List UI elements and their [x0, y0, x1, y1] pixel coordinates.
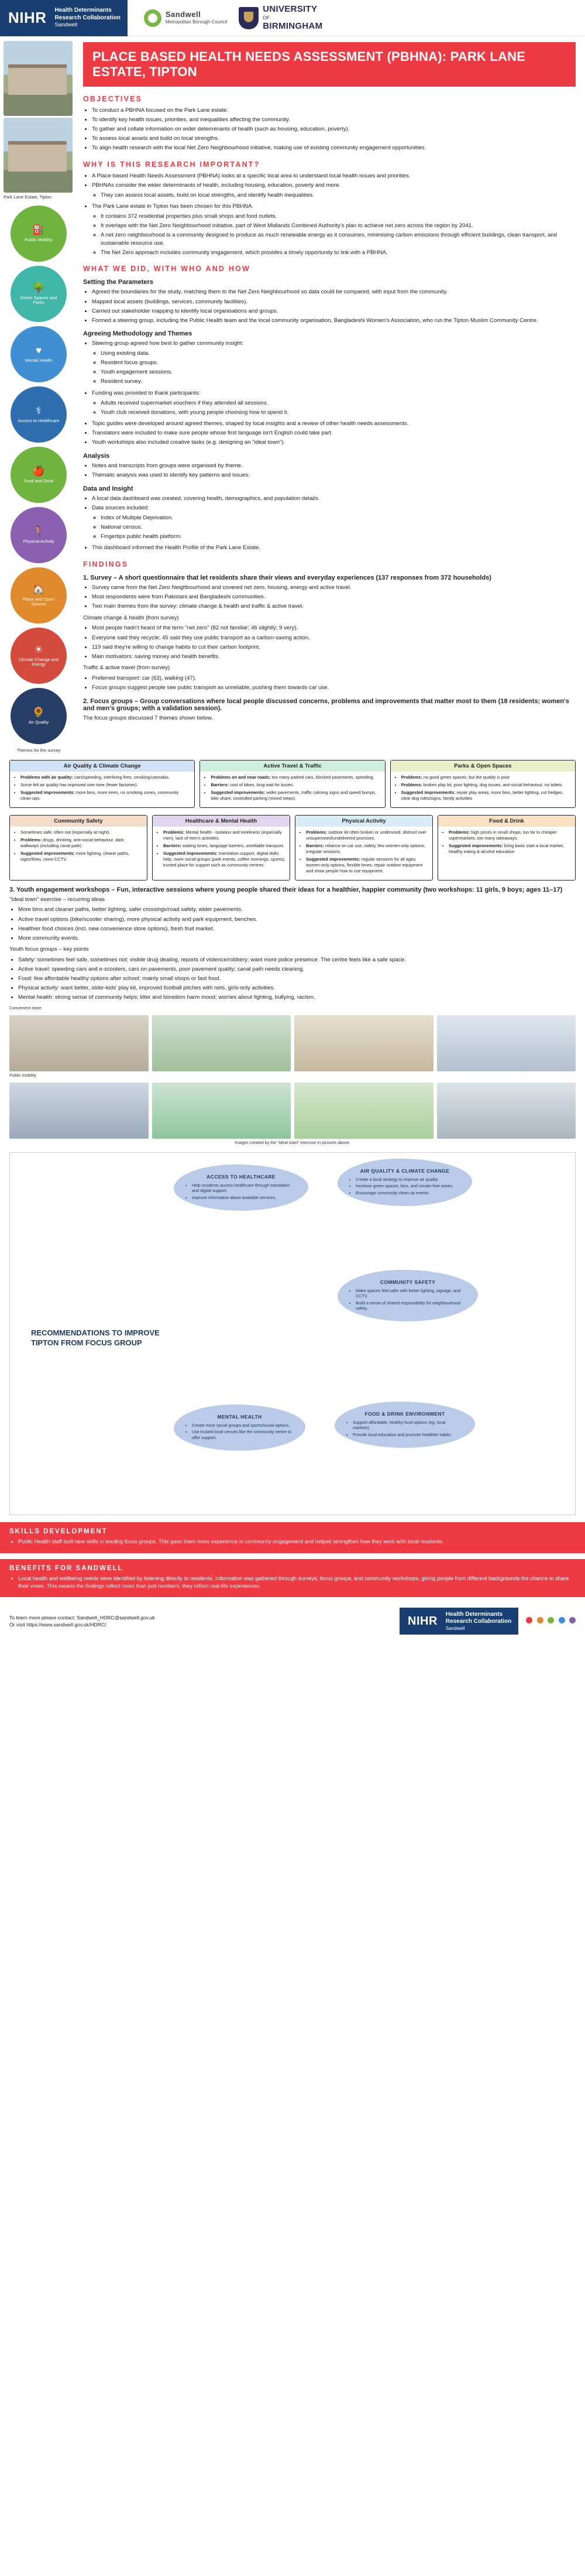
list-item: • Improve information about available services. — [192, 1195, 297, 1200]
card-label: Suggested improvements: — [20, 789, 75, 795]
list-item: • Steering group agreed how best to gather community insight: — [92, 340, 576, 348]
nihr-wordmark: NIHR — [0, 0, 55, 36]
list-item: • Notes and transcripts from groups were organised by theme. — [92, 462, 576, 470]
card-body — [10, 775, 194, 801]
card-label: Problems on and near roads: — [211, 775, 271, 780]
cloud-title: AIR QUALITY & CLIMATE CHANGE — [360, 1168, 450, 1174]
methodology-sublist-1 — [92, 350, 576, 386]
list-item: • Make spaces feel safer with better lighting, signage, and CCTV. — [356, 1288, 466, 1299]
list-item: • Healthier food choices (incl. new convenience store options), fresh fruit market. — [18, 925, 576, 933]
theme-circle-label: Air Quality — [28, 719, 49, 725]
nihr-line-3: Sandwell — [54, 22, 78, 29]
list-item: • Build a sense of shared responsibility for neighbourhood safety. — [356, 1300, 466, 1311]
list-item: ◦ A net zero neighbourhood is a community designed to produce as much renewable energy as it consumes, minimising carbon emissions through efficient buildings, clean transport, and sustainable resource use. — [101, 231, 576, 247]
list-item: ◦ Fingertips public health platform. — [101, 533, 576, 541]
list-item: • Increase green spaces, bins, and smoke-free zones. — [356, 1183, 460, 1188]
analysis-title: Analysis — [83, 453, 110, 460]
card-text: cost of bikes, long wait for buses. — [230, 782, 294, 787]
cloud-list — [349, 1177, 460, 1195]
list-item: • Food: few affordable healthy options after school; mainly small shops or fast food. — [18, 975, 576, 983]
cloud-list — [346, 1420, 463, 1437]
list-item: • Main motivators: saving money and health benefits. — [92, 653, 576, 661]
sandwell-mark-icon — [144, 9, 161, 27]
data-insight-title: Data and Insight — [83, 485, 133, 492]
poster-title-band — [83, 42, 576, 87]
card-title: Physical Activity — [295, 816, 432, 827]
card-text: regular sessions for all ages, women-only options, flexible times, repair outdoor equipment and show people how to use equipment. — [306, 856, 423, 873]
agreeing-methodology-title: Agreeing Methodology and Themes — [83, 330, 192, 338]
card-label: Suggested improvements: — [449, 842, 503, 848]
list-item: • Help residents access healthcare through translation and digital support. — [192, 1183, 297, 1194]
nihr-subtitle — [55, 0, 128, 36]
list-item: ◦ They can assess local assets, build on local strengths, and identify health inequalities. — [101, 191, 576, 200]
analysis-list — [83, 462, 576, 479]
body-wrapper — [0, 36, 585, 753]
theme-cards-row-1 — [9, 760, 576, 808]
footer-nihr-line-1: Health Determinants — [445, 1611, 503, 1618]
list-item: • A Place-based Health Needs Assessment (PBHNA) looks at a specific local area to understand local health issues and priorities. — [92, 172, 576, 180]
card-label: Suggested improvements: — [20, 850, 75, 856]
recommendation-cloud-air-quality — [338, 1159, 472, 1206]
sandwell-logo — [138, 9, 233, 27]
findings-heading: FINDINGS — [83, 560, 129, 568]
why-list — [83, 172, 576, 256]
skills-heading: SKILLS DEVELOPMENT — [9, 1528, 108, 1536]
estate-photo-1 — [4, 41, 73, 116]
list-item — [401, 775, 571, 780]
list-item: • PBHNAs consider the wider determinants of health, including housing, education, poverty and more. — [92, 181, 576, 190]
list-item: • Safety: sometimes feel safe, sometimes not; visible drug dealing, reports of violence/robbery; want more police presence. The centre feels like a safe space. — [18, 956, 576, 964]
list-item: • Active travel options (bike/scooter sharing), more physical activity and park equipment, benches. — [18, 916, 576, 924]
theme-circle-physical-activity — [11, 507, 67, 563]
list-item: • Mapped local assets (buildings, services, community facilities). — [92, 298, 576, 306]
list-item — [211, 790, 380, 801]
list-item: • More community events. — [18, 934, 576, 943]
youth-image-row-1 — [9, 1015, 576, 1071]
list-item: • Topic guides were developed around agreed themes, shaped by local insights and a review of other health needs assessments. — [92, 420, 576, 428]
list-item: • Preferred transport: car (63), walking (47). — [92, 674, 576, 683]
list-item — [20, 830, 143, 835]
list-item: • Carried out stakeholder mapping to identify local organisations and groups. — [92, 307, 576, 316]
card-list — [157, 830, 285, 868]
card-text: Sometimes safe, often not (especially at night). — [20, 829, 111, 835]
benefits-band — [0, 1559, 585, 1598]
public-mobility-icon: ⛽ — [32, 224, 45, 236]
skills-list — [9, 1538, 576, 1546]
list-item: • Most respondents were from Pakistani and Bangladeshi communities. — [92, 593, 576, 601]
cloud-title: MENTAL HEALTH — [217, 1414, 262, 1420]
list-item: ◦ The Net Zero approach includes community engagement, which provides a timely opportunity to link with a PBHNA. — [101, 249, 576, 257]
card-list — [14, 830, 143, 862]
traffic-survey-list — [83, 674, 576, 692]
card-title: Air Quality & Climate Change — [10, 761, 194, 772]
list-item — [20, 837, 143, 849]
recommendation-cloud-mental-health — [174, 1405, 305, 1451]
list-item: • Use trusted local venues like the community centre to offer support. — [192, 1429, 294, 1440]
card-title: Healthcare & Mental Health — [153, 816, 290, 827]
theme-circle-label: Green Spaces and Parks — [20, 294, 57, 306]
list-item: • Support affordable, healthy food options (eg. local markets). — [353, 1420, 463, 1431]
list-item: ◦ Youth engagement sessions. — [101, 368, 576, 376]
walking-icon: 🚶 — [32, 526, 45, 537]
page-header — [0, 0, 585, 36]
page-title: PLACE BASED HEALTH NEEDS ASSESSMENT (PBHNA): PARK LANE ESTATE, TIPTON — [92, 49, 526, 79]
youth-photo-6 — [152, 1083, 291, 1139]
list-item — [449, 830, 571, 841]
card-label: Problems: — [20, 837, 42, 842]
card-label: Problems: — [449, 829, 470, 835]
list-item — [20, 790, 190, 801]
focus-groups-title: 2. Focus groups – Group conversations where local people discussed concerns, problems and improvements that matter most to them (18 residents; women's and men's groups; with a validation session). — [83, 697, 569, 712]
card-text: too many parked cars, blocked pavements, speeding. — [271, 775, 374, 780]
survey-list — [83, 584, 576, 611]
card-label: Suggested improvements: — [401, 789, 456, 795]
cloud-list — [185, 1423, 294, 1440]
survey-title: 1. Survey – A short questionnaire that let residents share their views and everyday experiences (137 responses from 372 households) — [83, 574, 491, 581]
why-sublist-1 — [92, 191, 576, 200]
list-item: • Create more social groups and sports/social options. — [192, 1423, 294, 1428]
leaf-icon: 🌻 — [32, 707, 45, 718]
card-text: repair play areas, more bins, better lighting, cut hedges, clear dog rules/signs, family activities — [401, 789, 563, 801]
card-label: Suggested improvements: — [211, 789, 266, 795]
card-text: no good green spaces, but the quality is poor — [423, 775, 510, 780]
nihr-line-1: Health Determinants — [54, 7, 112, 14]
theme-circle-label: Physical Activity — [23, 538, 54, 544]
list-item: • To identify key health issues, priorities, and inequalities affecting the community. — [92, 116, 576, 124]
card-text: drugs, drinking, anti-social behaviour, dark walkways (including canal path). — [20, 837, 124, 848]
dot-purple-icon — [569, 1617, 576, 1623]
youth-photo-7 — [294, 1083, 433, 1139]
why-heading: WHY IS THIS RESEARCH IMPORTANT? — [83, 160, 260, 169]
list-item: • Formed a steering group, including the Public Health team and the local community organisation, Bangladeshi Women's Association, who run the Tipton Muslim Community Centre. — [92, 317, 576, 325]
left-column — [0, 36, 77, 753]
youth-focus-title: Youth focus groups – key points — [9, 946, 89, 953]
theme-circle-access-healthcare — [11, 386, 67, 443]
contact-email[interactable]: To learn more please contact: Sandwell_HDRC@sandwell.gov.uk — [9, 1615, 155, 1621]
skills-development-band — [0, 1522, 585, 1553]
theme-circle-green-spaces — [11, 266, 67, 322]
theme-circle-label: Place and Open Spaces — [23, 596, 54, 607]
card-body — [200, 775, 384, 801]
card-label: Problems: — [401, 775, 422, 780]
list-item — [163, 851, 285, 868]
theme-card-air-quality — [9, 760, 195, 808]
card-label: Suggested improvements: — [306, 856, 360, 862]
cloud-title: COMMUNITY SAFETY — [380, 1279, 436, 1286]
themes-caption: Themes for the survey — [16, 748, 61, 753]
sandwell-subtitle: Metropolitan Borough Council — [165, 19, 228, 25]
list-item: • More bins and cleaner paths, better lighting, safer crossings/road safety, wider pavements. — [18, 906, 576, 914]
sandwell-name: Sandwell — [165, 10, 201, 19]
card-title: Community Safety — [10, 816, 147, 827]
climate-survey-title: Climate change & health (from survey) — [83, 614, 179, 621]
list-item: ◦ Youth club received donations, with young people choosing how to spend it. — [101, 409, 576, 417]
list-item: • The Park Lane estate in Tipton has been chosen for this PBHNA. — [92, 203, 576, 211]
list-item: ◦ It overlaps with the Net Zero Neighbourhood initiative, part of West Midlands Combined Authority's plan to achieve net zero across the region by 2041. — [101, 222, 576, 230]
what-we-did-heading: WHAT WE DID, WITH WHO AND HOW — [83, 265, 250, 273]
list-item: • Most people hadn't heard of the term "net zero" (82 not familiar; 46 slightly; 9 very). — [92, 624, 576, 632]
benefits-list — [9, 1575, 576, 1590]
convenience-store-caption: Convenient store — [9, 1005, 42, 1011]
list-item: • Data sources included: — [92, 504, 576, 512]
theme-card-physical-activity — [295, 815, 433, 881]
list-item: ◦ It contains 372 residential properties plus small shops and food outlets. — [101, 213, 576, 221]
recommendation-cloud-community-safety — [338, 1270, 478, 1321]
estate-photo-2 — [4, 118, 73, 193]
card-text: more bins, more trees, no smoking zones, community clean-ups. — [20, 789, 179, 801]
theme-circle-label: Mental Health — [25, 357, 53, 363]
card-list — [204, 775, 380, 801]
card-label: Barriers: — [163, 842, 181, 848]
setting-parameters-list — [83, 288, 576, 324]
list-item: • Survey came from the Net Zero Neighbourhood and covered net zero, housing, energy and active travel. — [92, 584, 576, 592]
list-item: • Active travel: speeding cars and e-scooters, cars on pavements, poor pavement quality; canal path needs cleaning. — [18, 965, 576, 974]
card-label: Barriers: — [306, 842, 324, 848]
card-text: more lighting, clearer paths, signs/fines, more CCTV. — [20, 850, 130, 862]
objectives-heading: OBJECTIVES — [83, 94, 143, 103]
list-item — [20, 851, 143, 862]
card-text: Some felt air quality has improved over time (fewer factories). — [20, 782, 138, 787]
card-text: wider pavements, traffic calming signs and speed bumps, bike share, controlled parking (mixed views). — [211, 789, 376, 801]
card-list — [442, 830, 571, 855]
public-mobility-caption: Public mobility — [9, 1073, 36, 1078]
recommendation-cloud-access-healthcare — [174, 1164, 308, 1211]
footer-dot-row — [524, 1616, 576, 1626]
images-caption: Images created by the "ideal town" exercise in pictures above. — [235, 1140, 350, 1146]
card-label: Problems: — [401, 782, 422, 787]
sandwell-text — [166, 11, 227, 25]
dot-orange-icon — [537, 1617, 543, 1623]
card-body — [10, 830, 147, 862]
list-item — [211, 782, 380, 788]
university-line-3: BIRMINGHAM — [263, 20, 323, 31]
cloud-list — [185, 1183, 297, 1200]
list-item: • Create a local strategy to improve air quality. — [356, 1177, 460, 1182]
card-list — [300, 830, 428, 874]
list-item: • Two main themes from the survey: climate change & health and traffic & active travel. — [92, 602, 576, 611]
university-logo — [233, 4, 328, 31]
university-crest-icon — [239, 7, 259, 29]
footer-nihr-logo — [400, 1603, 518, 1639]
cloud-list — [349, 1288, 466, 1311]
benefits-heading: BENEFITS FOR SANDWELL — [9, 1564, 123, 1572]
list-item: • Public Health staff built new skills in leading focus groups. This gave them more experience in community engagement and helped strengthen how they work with local residents. — [18, 1538, 576, 1546]
list-item — [163, 830, 285, 841]
photo-caption: Park Lane Estate, Tipton — [4, 194, 52, 200]
theme-circle-place-open-spaces — [11, 567, 67, 624]
card-text: waiting times, language barriers, unreliable transport. — [182, 842, 284, 848]
list-item: • To conduct a PBHNA focused on the Park Lane estate. — [92, 107, 576, 115]
card-text: high prices in small shops, too far to cheaper supermarkets, too many takeaways. — [449, 829, 557, 841]
list-item — [306, 830, 428, 841]
list-item: • Focus groups suggest people see public transport as unreliable, pushing them towards car use. — [92, 684, 576, 692]
footer-nihr-wordmark: NIHR — [400, 1608, 446, 1635]
list-item: • Thematic analysis was used to identify key patterns and issues. — [92, 471, 576, 479]
why-sublist-2 — [92, 213, 576, 257]
card-text: translation support, digital skills help, more social groups (park events, coffee mornings, sports), trusted place for support such as community centres. — [163, 850, 285, 868]
list-item: • 119 said they're willing to change habits to cut their carbon footprint. — [92, 643, 576, 652]
theme-card-parks — [390, 760, 576, 808]
youth-photo-8 — [437, 1083, 576, 1139]
list-item: ◦ National census. — [101, 523, 576, 532]
card-body — [295, 830, 432, 874]
card-text: Mental health - isolation and loneliness (especially men), lack of men's activities. — [163, 829, 282, 841]
university-line-2: OF — [263, 15, 270, 21]
theme-circle-mental-health — [11, 326, 67, 382]
theme-cards-section — [0, 760, 585, 1515]
card-title: Parks & Open Spaces — [391, 761, 575, 772]
theme-card-food-drink — [438, 815, 576, 881]
list-item — [401, 782, 571, 788]
list-item — [20, 775, 190, 780]
list-item: • Funding was provided to thank participants: — [92, 389, 576, 398]
dot-green-icon — [548, 1617, 554, 1623]
theme-card-active-travel — [199, 760, 385, 808]
list-item: • Physical activity: want better, older-kids' play kit, improved football pitches with nets, girls-only activities. — [18, 984, 576, 992]
list-item: • To align health research with the local Net Zero Neighbourhood initiative, making use of existing community engagement opportunities. — [92, 144, 576, 152]
dot-red-icon — [526, 1617, 532, 1623]
focus-groups-subtitle: The focus groups discussed 7 themes shown below. — [83, 714, 213, 721]
recommendations-panel — [9, 1152, 576, 1515]
list-item — [306, 843, 428, 855]
theme-circle-label: Climate Change and Energy — [18, 656, 59, 667]
card-label: Problems: — [163, 829, 185, 835]
youth-photo-2 — [152, 1015, 291, 1071]
youth-photo-5 — [9, 1083, 149, 1139]
list-item: • Agreed the boundaries for the study, matching them to the Net Zero Neighbourhood so data could be compared, with input from the community. — [92, 288, 576, 296]
card-title: Active Travel & Traffic — [200, 761, 384, 772]
list-item — [20, 782, 190, 788]
theme-circle-label: Food and Drink — [23, 478, 54, 484]
card-text: reliance on car use, safety, few women-only options, irregular sessions. — [306, 842, 426, 854]
card-text: bring basic start a local market, healthy eating & alcohol education — [449, 842, 565, 854]
youth-photo-3 — [294, 1015, 433, 1071]
list-item: • Mental health: strong sense of community helps; litter and boredom harm mood; worries about fighting, bullying, racism. — [18, 994, 576, 1002]
card-text: outdoor kit often broken or underused, distrust over unsupervised/undelivered promises. — [306, 829, 426, 841]
list-item: • This dashboard informed the Health Profile of the Park Lane Estate. — [92, 544, 576, 552]
youth-photo-4 — [437, 1015, 576, 1071]
card-label: Problems with air quality: — [20, 775, 73, 780]
list-item: ◦ Resident focus groups. — [101, 359, 576, 367]
list-item — [449, 843, 571, 855]
theme-cards-row-2 — [9, 815, 576, 881]
card-text: broken play kit, poor lighting, dog issues, anti-social behaviour, no toilets. — [423, 782, 563, 787]
list-item: • Provide local education and promote healthier habits. — [353, 1432, 463, 1437]
card-body — [438, 830, 575, 855]
theme-circle-label: Access to Healthcare — [18, 417, 60, 423]
apple-icon: 🍎 — [32, 465, 45, 477]
youth-focus-list — [9, 956, 576, 1002]
card-label: Suggested improvements: — [163, 850, 218, 856]
setting-parameters-title: Setting the Parameters — [83, 279, 153, 286]
card-list — [395, 775, 571, 801]
list-item: • A local data dashboard was created, covering health, demographics, and population details. — [92, 495, 576, 503]
right-column — [77, 36, 585, 753]
footer-nihr-subtitle — [446, 1608, 518, 1635]
tree-icon: 🌳 — [32, 282, 45, 294]
card-title: Food & Drink — [438, 816, 575, 827]
heart-icon: ♥ — [35, 345, 42, 357]
list-item — [401, 790, 571, 801]
data-insight-list — [83, 495, 576, 552]
list-item — [306, 857, 428, 874]
data-sources-sublist — [92, 514, 576, 541]
contact-block — [9, 1614, 155, 1628]
list-item: • To gather and collate information on wider determinants of health (such as housing, education, poverty). — [92, 125, 576, 133]
footer-nihr-line-3: Sandwell — [445, 1625, 465, 1631]
house-icon: 🏠 — [32, 584, 45, 595]
list-item — [211, 775, 380, 780]
card-label: Barriers: — [211, 782, 229, 787]
methodology-sublist-2 — [92, 399, 576, 417]
recommendations-center-title: RECOMMENDATIONS TO IMPROVE TIPTON FROM FOCUS GROUP — [31, 1328, 160, 1347]
youth-workshops-title: 3. Youth engagement workshops – Fun, interactive sessions where young people shared their ideas for a healthier, happier community (two workshops: 11 girls, 9 boys; ages 11–17) — [9, 886, 563, 893]
list-item — [163, 843, 285, 849]
card-text: cars/speeding, interlining fires, smoking/cannabis. — [74, 775, 170, 780]
contact-website[interactable]: Or visit https://www.sandwell.gov.uk/HDRC/ — [9, 1622, 106, 1628]
list-item: ◦ Using existing data. — [101, 350, 576, 358]
theme-circle-air-quality — [11, 688, 67, 744]
footer-logos — [400, 1603, 576, 1639]
list-item: • To assess local assets and build on local strengths. — [92, 135, 576, 143]
list-item: ◦ Resident survey. — [101, 378, 576, 386]
traffic-survey-title: Traffic & active travel (from survey) — [83, 664, 170, 672]
theme-card-healthcare-mental-health — [152, 815, 290, 881]
agreeing-methodology-list — [83, 340, 576, 447]
recommendation-cloud-food-drink — [335, 1402, 475, 1448]
list-item: • Translators were included to make sure people whose first language isn't English could take part. — [92, 429, 576, 437]
theme-circle-climate-change — [11, 628, 67, 684]
dot-blue-icon — [559, 1617, 565, 1623]
cloud-title: FOOD & DRINK ENVIRONMENT — [364, 1411, 445, 1417]
university-line-1: UNIVERSITY — [263, 4, 318, 15]
youth-image-row-2 — [9, 1083, 576, 1139]
theme-circle-food-drink — [11, 447, 67, 503]
list-item: • Everyone said they recycle; 45 said they use public transport as a carbon-saving action. — [92, 634, 576, 642]
list-item: ◦ Index of Multiple Deprivation. — [101, 514, 576, 522]
nihr-logo-block — [0, 0, 128, 36]
card-body — [153, 830, 290, 868]
cloud-title: ACCESS TO HEALTHCARE — [207, 1174, 276, 1180]
university-text — [263, 4, 322, 31]
theme-circle-label: Public Mobility — [25, 237, 53, 242]
youth-photo-1 — [9, 1015, 149, 1071]
list-item: • Local health and wellbeing needs were identified by listening directly to residents. Information was gathered through surveys, focus groups, and community workshops, giving people from different backgrounds the chance to share their views. This means the findings reflect more than just numbers; they reflect real-life experiences. — [18, 1575, 576, 1590]
sun-icon: ☀ — [34, 644, 43, 656]
theme-circle-public-mobility — [11, 205, 67, 262]
medical-icon: ⚕ — [36, 405, 42, 417]
ideal-town-title: "Ideal town" exercise – recurring ideas — [9, 896, 105, 903]
card-list — [14, 775, 190, 801]
ideal-town-list — [9, 906, 576, 942]
page-footer — [0, 1597, 585, 1649]
theme-card-community-safety — [9, 815, 147, 881]
theme-circle-list — [4, 205, 74, 744]
objectives-list — [83, 107, 576, 152]
list-item: • Encourage community clean-up events. — [356, 1190, 460, 1195]
card-label: Problems: — [306, 829, 328, 835]
climate-survey-list — [83, 624, 576, 660]
nihr-line-2: Research Collaboration — [54, 14, 121, 21]
list-item: • Youth workshops also included creative tasks (e.g. designing an "ideal town"). — [92, 439, 576, 447]
list-item: ◦ Adults received supermarket vouchers if they attended all sessions. — [101, 399, 576, 407]
card-body — [391, 775, 575, 801]
footer-nihr-line-2: Research Collaboration — [445, 1618, 512, 1625]
